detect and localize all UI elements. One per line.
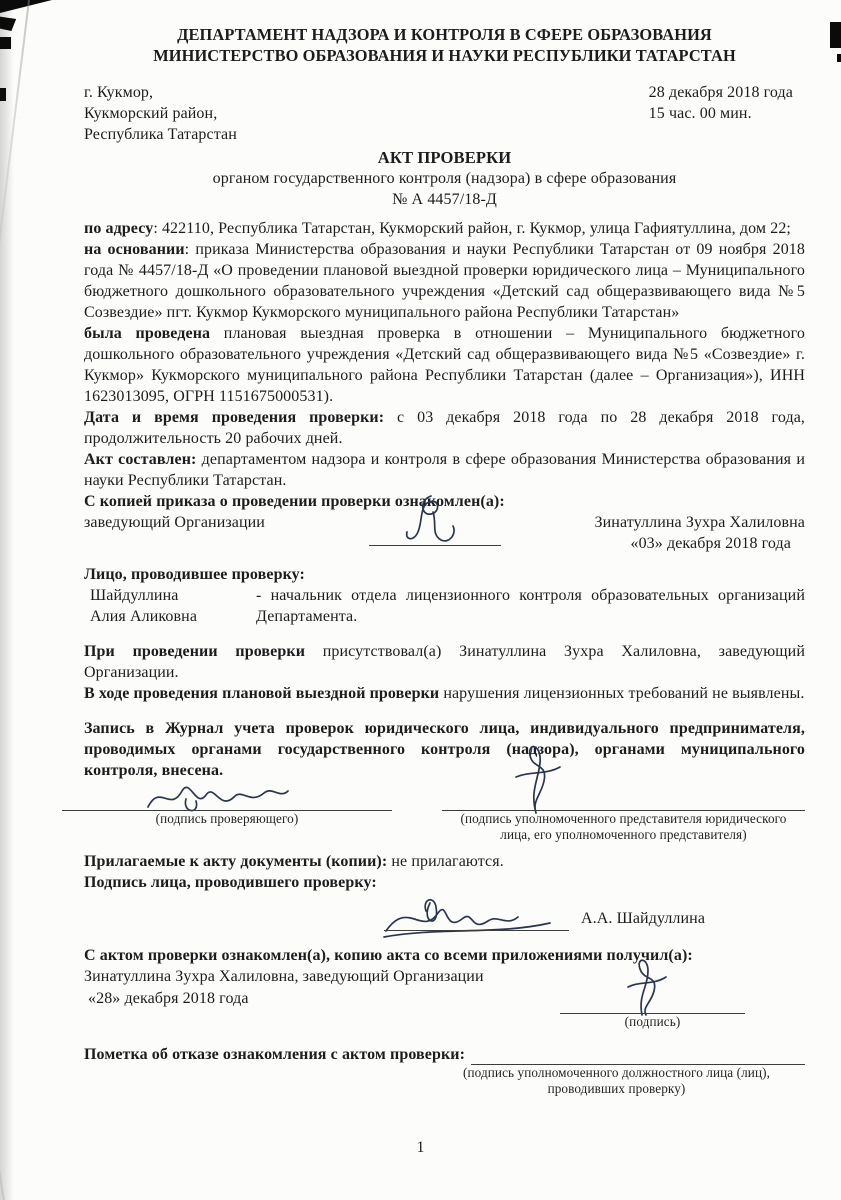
inspector-signature-area	[384, 905, 569, 931]
address-text: : 422110, Республика Татарстан, Кукморский район, г. Кукмор, улица Гафиятуллина, дом 22;	[153, 220, 791, 237]
refusal-row	[84, 1044, 805, 1065]
document-time: 15 час. 00 мин.	[648, 105, 752, 122]
acquainted-date: «28» декабря 2018 года	[88, 990, 249, 1007]
meta-row	[84, 82, 805, 145]
signature-acknowledgement	[373, 490, 493, 552]
acknowledgement-date: «03» декабря 2018 года	[630, 535, 791, 552]
paragraph-conducted	[84, 323, 805, 407]
acquainted-caption: (подпись)	[624, 1014, 681, 1029]
paragraph-attachments	[84, 851, 805, 872]
place-line-1: г. Кукмор,	[84, 84, 154, 101]
inspector-label: Лицо, проводившее проверку:	[84, 566, 305, 583]
acquainted-name: Зинатуллина Зухра Халиловна, заведующий Организации	[84, 968, 484, 985]
attachments-label: Прилагаемые к акту документы (копии):	[84, 853, 388, 870]
conducted-text: плановая выездная проверка в отношении – Муниципального бюджетного дошкольного образовательного учреждения «Детский сад общеразвивающего вида №5 «Созвездие» г. Кукмор» Кукморского муниципального района Республики Татарстан (далее – Организация»), ИНН 1623013095, ОГРН 1151675000531).	[84, 325, 805, 405]
place-line-3: Республика Татарстан	[84, 126, 237, 143]
copy-acknowledgement-label: С копией приказа о проведении проверки ознакомлен(а):	[84, 493, 505, 510]
inspector-signature-row	[84, 905, 805, 931]
paragraph-journal: Запись в Журнал учета проверок юридического лица, индивидуального предпринимателя, проводимых органами государственного контроля (надзора), органами муниципального контроля, внесена.	[84, 720, 805, 779]
acknowledgement-name: Зинатуллина Зухра Халиловна	[594, 514, 805, 531]
result-label: В ходе проведения плановой выездной проверки	[84, 685, 440, 702]
document-content	[84, 24, 805, 1097]
signature-representative-journal	[502, 729, 572, 817]
inspector-name-line1: Шайдуллина	[90, 587, 179, 604]
place-block	[84, 82, 237, 145]
journal-signatures-row	[84, 785, 805, 843]
result-text: нарушения лицензионных требований не выявлены.	[439, 685, 805, 702]
acquainted-signature-line	[560, 988, 745, 1014]
document-date: 28 декабря 2018 года	[648, 84, 793, 101]
paragraph-basis	[84, 239, 805, 323]
basis-text: : приказа Министерства образования и науки Республики Татарстан от 09 ноября 2018 года № 4457/18-Д «О проведении плановой выездной проверки юридического лица – Муниципального бюджетного дошкольного образовательного учреждения «Детский сад общеразвивающего вида №5 Созвездие» пгт. Кукмор Кукморского муниципального района Республики Татарстан»	[84, 241, 805, 321]
title-line3: № А 4457/18-Д	[392, 191, 497, 208]
acknowledgement-name-date	[501, 512, 805, 554]
place-line-2: Кукморский район,	[84, 105, 218, 122]
signature-acquainted	[616, 947, 676, 1019]
paragraph-address	[84, 218, 805, 239]
journal-caption-left: (подпись проверяющего)	[155, 811, 299, 826]
journal-signature-inspector	[62, 785, 392, 843]
acquainted-signature-row	[84, 988, 805, 1030]
header-line1: ДЕПАРТАМЕНТ НАДЗОРА И КОНТРОЛЯ В СФЕРЕ ОБРАЗОВАНИЯ	[177, 25, 712, 44]
inspector-position: - начальник отдела лицензионного контроля образовательных организаций Департамента.	[256, 587, 805, 625]
paragraph-act	[84, 449, 805, 491]
presence-label: При проведении проверки	[84, 643, 306, 660]
document-header	[84, 24, 805, 66]
datetime-label: Дата и время проведения проверки:	[84, 409, 385, 426]
title-line2: органом государственного контроля (надзора) в сфере образования	[212, 170, 677, 187]
refusal-blank-line	[471, 1046, 805, 1065]
datetime-block	[649, 82, 793, 145]
paragraph-datetime	[84, 407, 805, 449]
acknowledgement-row	[84, 512, 805, 554]
refusal-label: Пометка об отказе ознакомления с актом проверки:	[84, 1046, 466, 1063]
paragraph-presence	[84, 641, 805, 683]
acquainted-label: С актом проверки ознакомлен(а), копию акта со всеми приложениями получил(а):	[84, 947, 693, 964]
inspector-signature-name: А.А. Шайдуллина	[581, 910, 706, 927]
signature-inspector-journal	[142, 773, 292, 819]
signature-inspector	[378, 891, 558, 945]
conducted-label: была проведена	[84, 325, 211, 342]
act-text: департаментом надзора и контроля в сфере образования Министерства образования и науки Республики Татарстан.	[84, 451, 805, 489]
act-label: Акт составлен:	[84, 451, 197, 468]
signature-line	[369, 545, 501, 546]
document-title	[84, 147, 805, 210]
page-number: 1	[416, 1139, 425, 1156]
scan-artifact-blob	[830, 22, 841, 48]
refusal-caption: (подпись уполномоченного должностного лица (лиц), проводивших проверку)	[462, 1065, 771, 1096]
acquainted-signature-area	[560, 988, 745, 1030]
sign-inspector-label: Подпись лица, проводившего проверку:	[84, 874, 377, 891]
journal-caption-right: (подпись уполномоченного представителя юридического лица, его уполномоченного представителя)	[460, 811, 787, 842]
journal-signature-line-left	[62, 785, 392, 811]
attachments-text: не прилагаются.	[387, 853, 504, 870]
title-line1: АКТ ПРОВЕРКИ	[377, 148, 512, 167]
inspector-row	[84, 585, 805, 627]
scan-artifact-blob	[0, 37, 11, 49]
inspector-name	[84, 585, 256, 627]
inspector-name-line2: Алия Аликовна	[90, 608, 198, 625]
acknowledgement-signature-area	[369, 520, 501, 546]
signature-line	[442, 810, 805, 811]
signature-line	[560, 1013, 745, 1014]
scan-artifact-blob	[837, 54, 841, 62]
paragraph-result	[84, 683, 805, 704]
acknowledgement-position: заведующий Организации	[84, 514, 265, 531]
presence-text: присутствовал(а) Зинатуллина Зухра Халиловна, заведующий Организации.	[84, 643, 805, 681]
datetime-text: с 03 декабря 2018 года по 28 декабря 2018 года, продолжительность 20 рабочих дней.	[84, 409, 806, 447]
basis-label: на основании	[84, 241, 185, 258]
header-line2: МИНИСТЕРСТВО ОБРАЗОВАНИЯ И НАУКИ РЕСПУБЛИКИ ТАТАРСТАН	[153, 46, 736, 65]
signature-line	[384, 930, 569, 931]
journal-signature-representative	[442, 785, 805, 843]
journal-signature-line-right	[442, 785, 805, 811]
signature-line	[62, 810, 392, 811]
scan-artifact-blob	[0, 88, 6, 101]
address-label: по адресу	[84, 220, 154, 237]
